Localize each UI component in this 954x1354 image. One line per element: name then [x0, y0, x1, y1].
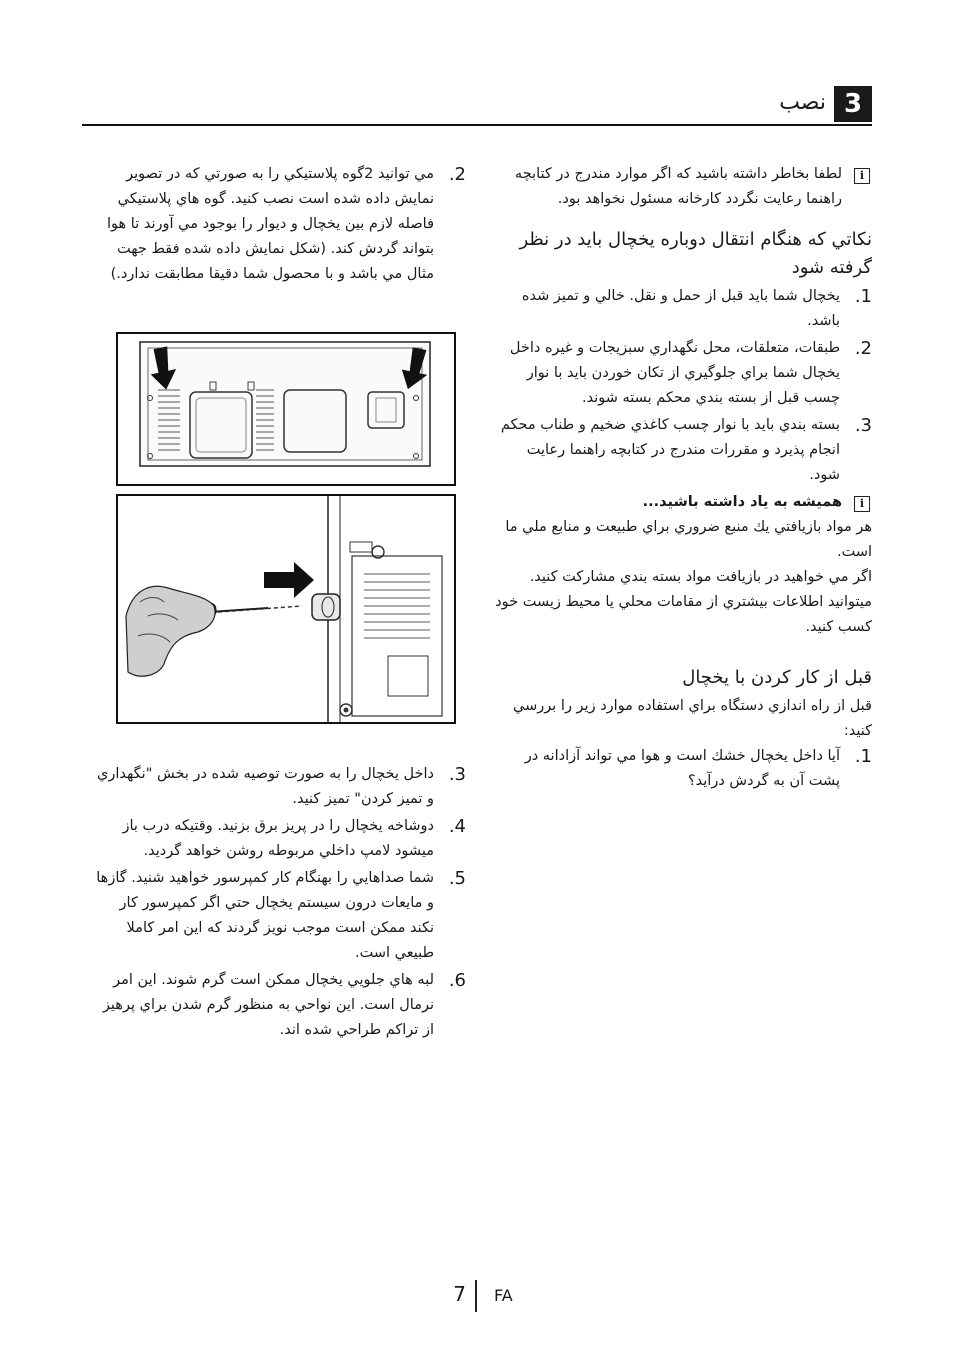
list-item [494, 744, 872, 794]
list-item [494, 284, 872, 334]
right-column [494, 162, 872, 796]
item-text: يخچال شما بايد قبل از حمل و نقل. خالي و تميز شده باشد. [521, 288, 840, 329]
note-text: لطفا بخاطر داشته باشيد كه اگر موارد مندرج در كتابچه راهنما رعايت نگردد كارخانه مسئول نخواهد بود. [514, 166, 842, 207]
item-number: .1 [854, 746, 872, 767]
item-text: مي توانيد 2گوه پلاستيكي را به صورتي كه در تصوير نمايش داده شده است نصب كنيد. گوه هاي پلاستيكي فاصله لازم بين يخچال و ديوار را بوجود مي آورند تا هوا بتواند گردش كند. (شكل نمايش داده شده فقط جهت مثال مي باشد و با محصول شما دقيقا مطابقت ندارد.) [107, 166, 434, 282]
item-number: .4 [448, 816, 466, 837]
item-text: داخل يخچال را به صورت توصيه شده در بخش "نگهداري و تميز كردن" تميز كنيد. [97, 766, 434, 807]
language-code: FA [494, 1286, 513, 1305]
section-title: نصب [779, 90, 826, 115]
item-number: .6 [448, 970, 466, 991]
item-text: شما صداهايي را بهنگام كار كمپرسور خواهيد شنيد. گازها و مايعات درون سيستم يخچال حتي اگر كمپرسور كار نكند ممكن است موجب نويز گردند كه اين امر كاملا طبيعي است. [96, 870, 434, 961]
note-paragraph: هر مواد بازيافتي يك منبع ضروري براي طبيعت و منابع ملي ما است. [505, 519, 872, 560]
fridge-back-illustration [118, 334, 454, 484]
section-heading: نكاتي كه هنگام انتقال دوباره يخچال بايد در نظر گرفته شود [519, 229, 872, 278]
item-text: طبقات، متعلقات، محل نگهداري سبزيجات و غيره داخل يخچال شما براي جلوگيري از تكان خوردن بايد با نوار چسب قبل از بسته بندي محكم بسته شوند. [509, 340, 840, 406]
item-number: .2 [448, 164, 466, 185]
item-number: .2 [854, 338, 872, 359]
item-number: .3 [448, 764, 466, 785]
list-item [94, 814, 466, 864]
note-paragraph: اگر مي خواهيد در بازيافت مواد بسته بندي مشاركت كنيد. ميتوانيد اطلاعات بيشتري از مقامات محلي يا محيط زيست خود كسب كنيد. [495, 569, 872, 635]
section-number: 3 [834, 86, 872, 122]
arrow-icon [264, 562, 314, 598]
list-item [494, 413, 872, 488]
intro-text: قبل از راه اندازي دستگاه براي استفاده موارد زير را بررسي كنيد: [513, 698, 872, 739]
section-heading: قبل از كار كردن با يخچال [682, 667, 872, 688]
page-number: 7 [453, 1282, 466, 1306]
info-note [494, 490, 872, 515]
item-text: لبه هاي جلويي يخچال ممكن است گرم شوند. اين امر نرمال است. اين نواحي به منظور گرم شدن براي پرهيز از تراكم طراحي شده اند. [102, 972, 434, 1038]
figure-wedge-install [116, 494, 456, 724]
list-item [94, 162, 466, 287]
item-number: .5 [448, 868, 466, 889]
list-item [94, 968, 466, 1043]
left-column-bottom [94, 762, 466, 1045]
page-footer [0, 1278, 954, 1318]
item-number: .1 [854, 286, 872, 307]
wedge-install-illustration [118, 496, 454, 722]
left-column-top [94, 162, 466, 289]
item-text: بسته بندي بايد با نوار چسب كاغذي ضخيم و طناب محكم انجام پذيرد و مقررات مندرج در كتابچه راهنما رعايت شود. [500, 417, 840, 483]
item-text: دوشاخه يخچال را در پريز برق بزنيد. وقتيكه درب باز ميشود لامپ داخلي مربوطه روشن خواهد گرديد. [122, 818, 434, 859]
info-icon: i [854, 496, 870, 512]
info-icon: i [854, 168, 870, 184]
item-number: .3 [854, 415, 872, 436]
info-note [494, 162, 872, 212]
list-item [494, 336, 872, 411]
list-item [94, 762, 466, 812]
item-text: آيا داخل يخچال خشك است و هوا مي تواند آزادانه در پشت آن به گردش درآيد؟ [524, 748, 840, 789]
section-header [82, 86, 872, 126]
figure-fridge-back [116, 332, 456, 486]
note-title: هميشه به ياد داشته باشيد... [642, 494, 842, 510]
footer-separator [475, 1280, 477, 1312]
list-item [94, 866, 466, 966]
